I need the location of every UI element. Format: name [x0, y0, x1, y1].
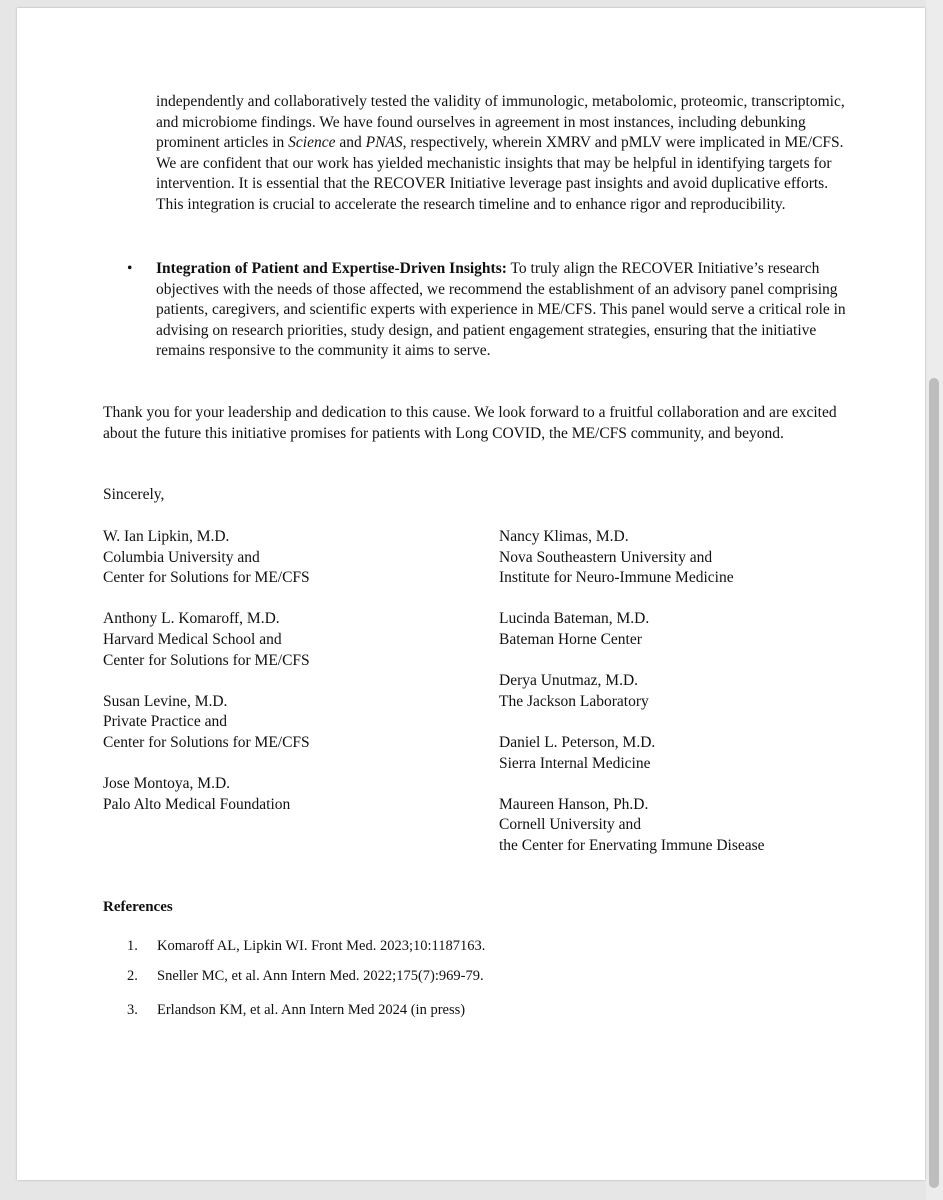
journal-pnas: PNAS [365, 134, 403, 152]
signatory-name: Jose Montoya, M.D. [103, 775, 231, 793]
journal-science: Science [288, 134, 336, 152]
signatory-block [103, 774, 483, 815]
signatory-name: Maureen Hanson, Ph.D. [499, 795, 649, 813]
signatory-name: Lucinda Bateman, M.D. [499, 610, 650, 628]
signatory-block [499, 671, 879, 712]
signatory-affiliation: Columbia University and [103, 548, 260, 566]
closing-paragraph: Thank you for your leadership and dedication to this cause. We look forward to a fruitful collaboration and are excited about the future this initiative promises for patients with Long COVID, the ME/CFS community, and beyond. [103, 404, 837, 442]
signatories-left-column [103, 527, 483, 836]
signatory-block [103, 527, 483, 589]
bullet-heading: Integration of Patient and Expertise-Driven Insights: [156, 260, 507, 277]
signatory-affiliation: Center for Solutions for ME/CFS [103, 651, 310, 669]
bullet-paragraph [156, 259, 846, 362]
bullet-body: To truly align the RECOVER Initiative’s research objectives with the needs of those affected, we recommend the establishment of an advisory panel comprising patients, caregivers, and scientific experts with experience in ME/CFS. This panel would serve a critical role in advising on research priorities, study design, and patient engagement strategies, ensuring that the initiative remains responsive to the community it aims to serve. [156, 260, 846, 360]
signatory-affiliation: Palo Alto Medical Foundation [103, 795, 291, 813]
signatory-name: W. Ian Lipkin, M.D. [103, 528, 230, 545]
signatory-affiliation: Harvard Medical School and [103, 630, 282, 648]
signatory-name: Daniel L. Peterson, M.D. [499, 733, 656, 751]
signatory-affiliation: Center for Solutions for ME/CFS [103, 569, 310, 587]
signatory-affiliation: Sierra Internal Medicine [499, 754, 651, 772]
signatory-affiliation: the Center for Enervating Immune Disease [499, 836, 765, 854]
signatory-affiliation: Cornell University and [499, 816, 642, 834]
bullet-icon: • [127, 260, 133, 277]
signatory-block [499, 527, 879, 589]
signatory-affiliation: Private Practice and [103, 713, 227, 731]
signatory-block [103, 692, 483, 754]
signatory-affiliation: Bateman Horne Center [499, 630, 642, 648]
signatory-name: Nancy Klimas, M.D. [499, 528, 629, 545]
signatory-affiliation: Center for Solutions for ME/CFS [103, 733, 310, 751]
reference-item: 2. Sneller MC, et al. Ann Intern Med. 2022;175(7):969-79. [127, 968, 484, 984]
signatory-name: Derya Unutmaz, M.D. [499, 672, 639, 690]
signatory-block [499, 795, 879, 857]
signatory-name: Susan Levine, M.D. [103, 692, 228, 710]
reference-item: 1. Komaroff AL, Lipkin WI. Front Med. 2023;10:1187163. [127, 938, 486, 954]
references-heading: References [103, 899, 173, 915]
signatory-affiliation: The Jackson Laboratory [499, 692, 649, 710]
signatory-block [103, 609, 483, 671]
signatory-block [499, 609, 879, 650]
signatories-right-column [499, 527, 879, 877]
signatory-name: Anthony L. Komaroff, M.D. [103, 610, 280, 628]
signatory-affiliation: Nova Southeastern University and [499, 548, 713, 566]
scrollbar-thumb[interactable] [929, 378, 939, 1188]
sign-off: Sincerely, [103, 486, 165, 503]
reference-item: 3. Erlandson KM, et al. Ann Intern Med 2024 (in press) [127, 1002, 466, 1018]
signatory-block [499, 733, 879, 774]
signatory-affiliation: Institute for Neuro-Immune Medicine [499, 569, 734, 587]
continued-bullet-paragraph: independently and collaboratively tested the validity of immunologic, metabolomic, proteomic, transcriptomic, and microbiome findings. We have found ourselves in agreement in most instances, including debunking prominent articles in Science and PNAS, respectively, wherein XMRV and pMLV were implicated in ME/CFS. We are confident that our work has yielded mechanistic insights that may be helpful in identifying targets for intervention. It is essential that the RECOVER Initiative leverage past insights and avoid duplicative efforts. This integration is crucial to accelerate the research timeline and to enhance rigor and reproducibility. [156, 93, 845, 213]
document-page [17, 8, 925, 1180]
